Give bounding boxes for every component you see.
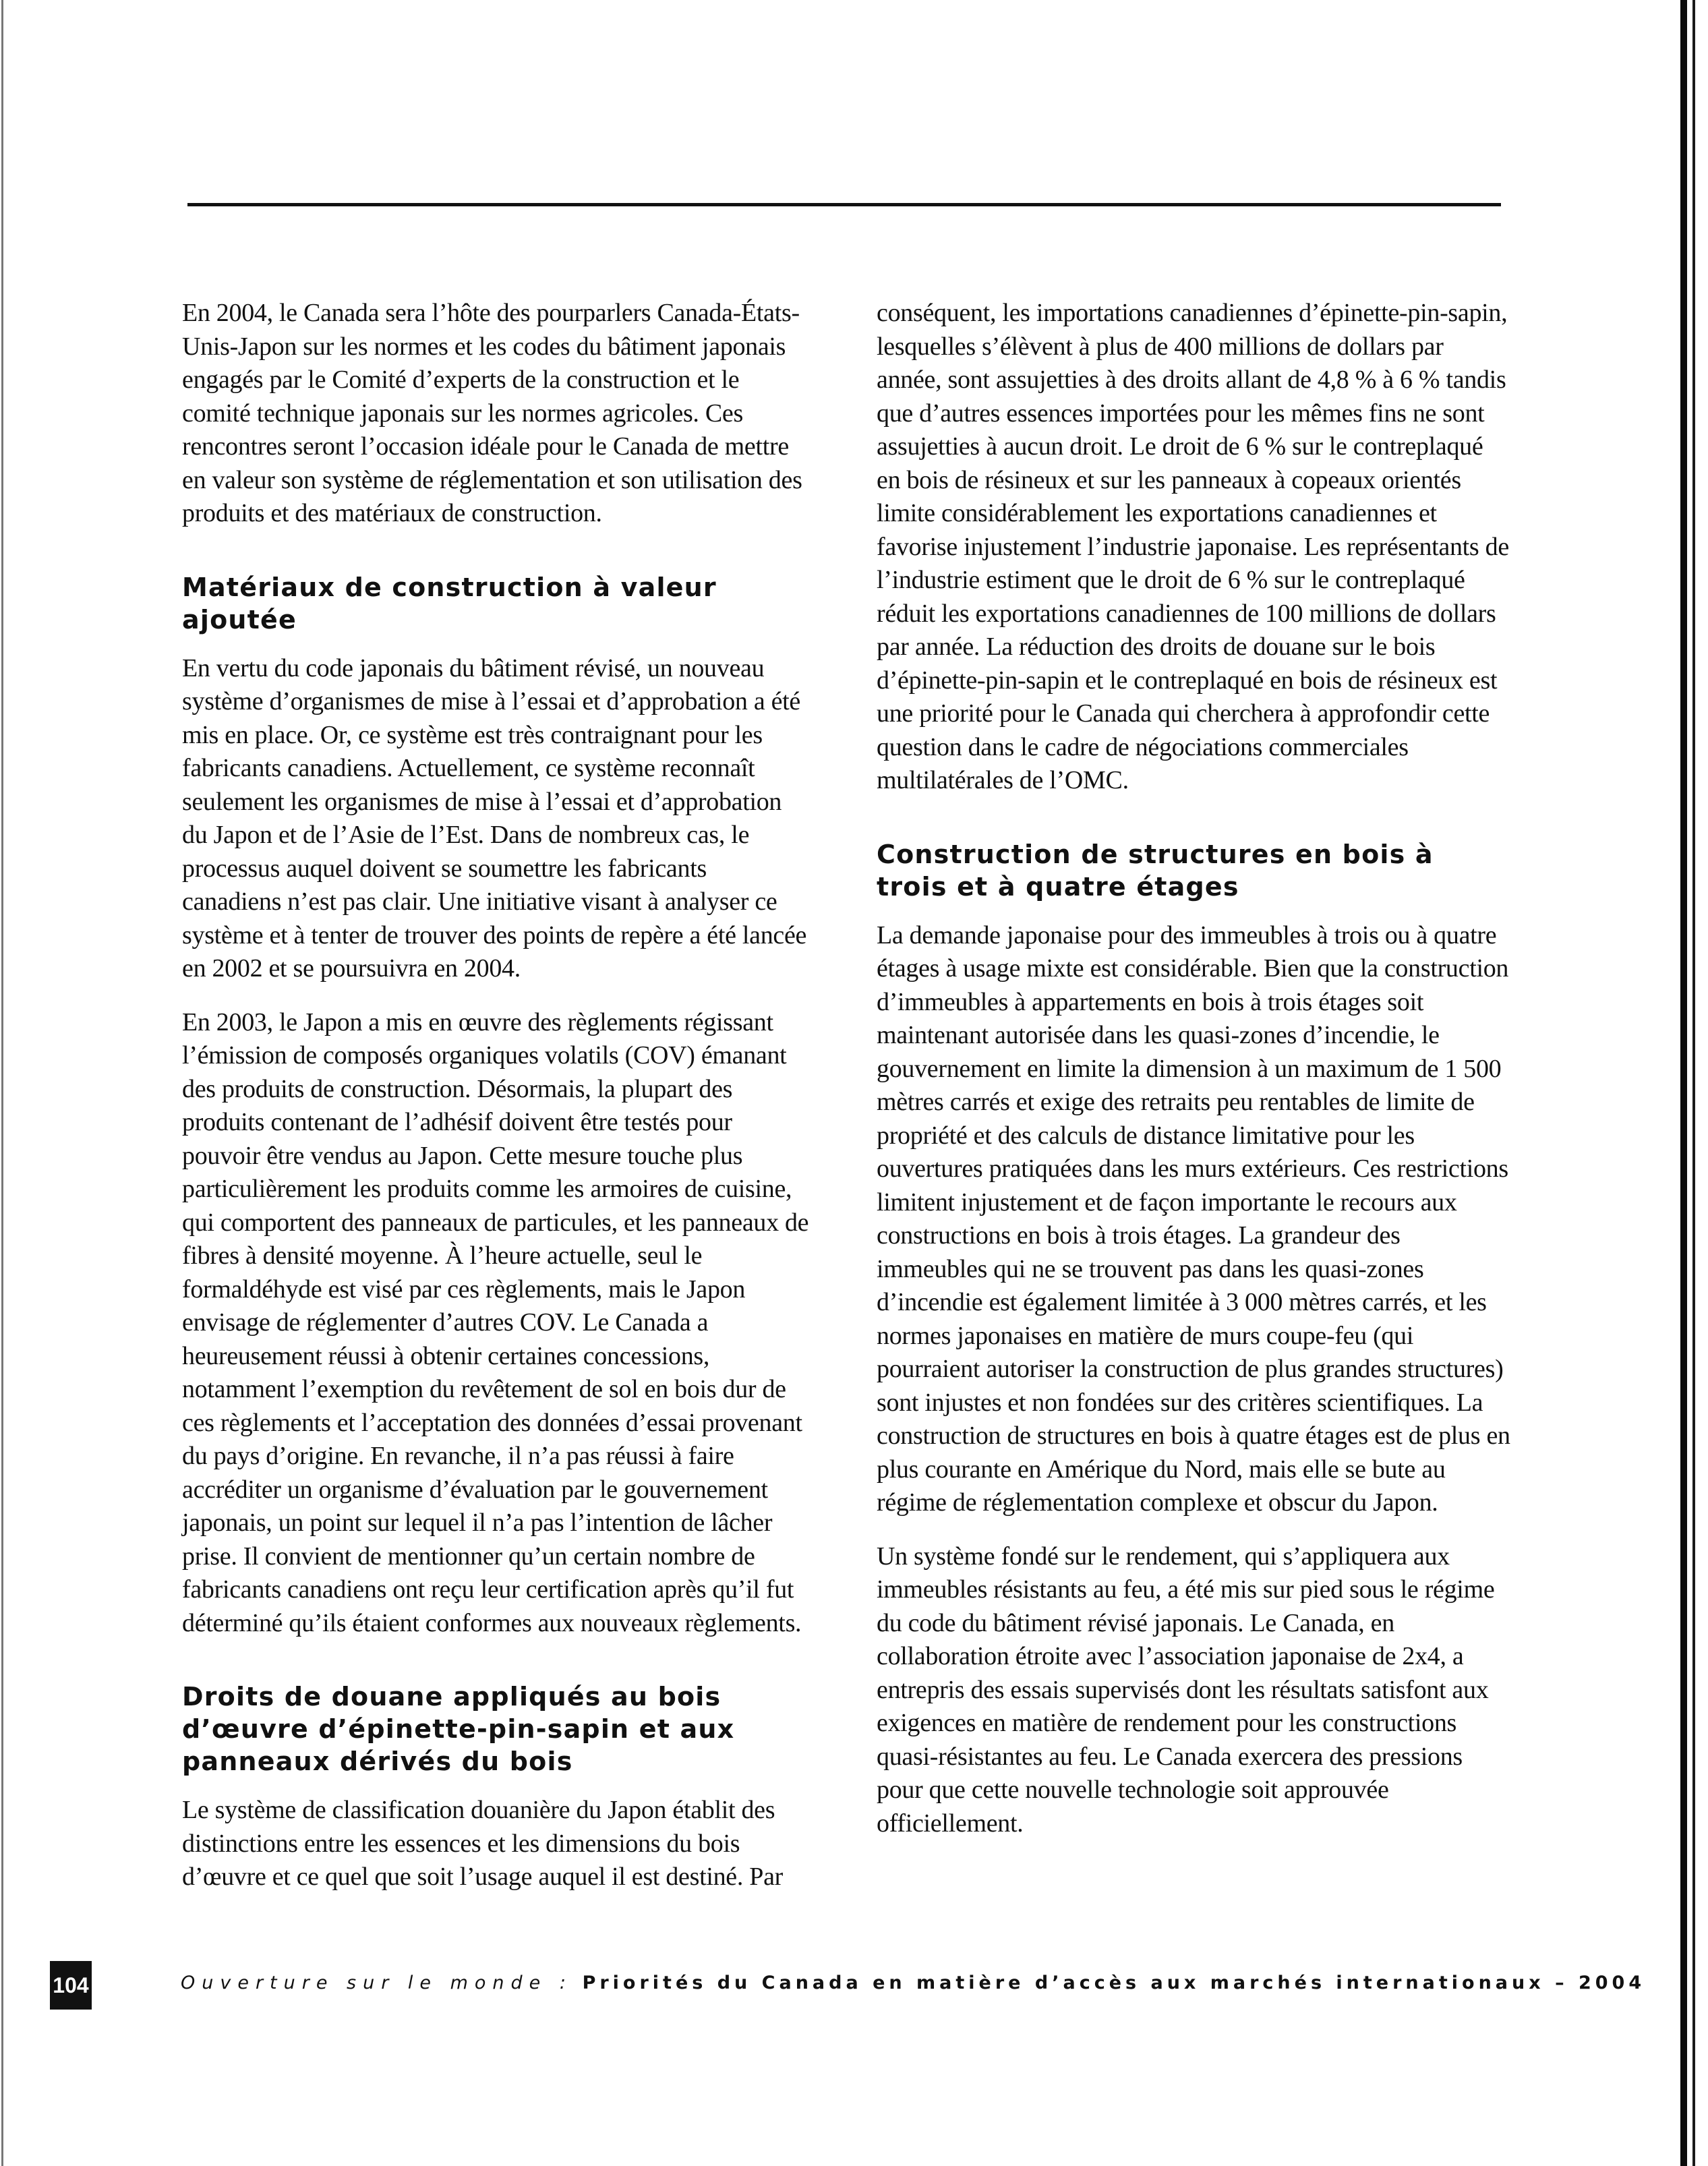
paragraph: En vertu du code japonais du bâtiment révisé, un nouveau système d’organismes de mise à l’essai et d’approbation a été mis en place. Or, ce système est très contraignant pour les fabricants canadiens. Actuellement, ce système reconnaît seulement les organismes de mise à l’essai et d’approbation du Japon et de l’Asie de l’Est. Dans de nombreux cas, le processus auquel doivent se soumettre les fabricants canadiens n’est pas clair. Une initiative visant à analyser ce système et à tenter de trouver des points de repère a été lancée en 2002 et se poursuivra en 2004. <box>182 653 807 983</box>
page-number: 104 <box>50 1961 92 2010</box>
footer-subtitle: Priorités du Canada en matière d’accès aux marchés internationaux – 2004 <box>582 1972 1646 1993</box>
paragraph: conséquent, les importations canadiennes d’épinette-pin-sapin, lesquelles s’élèvent à plus de 400 millions de dollars par année, sont assujetties à des droits allant de 4,8 % à 6 % tandis que d’autres essences importées pour les mêmes fins ne sont assujetties à aucun droit. Le droit de 6 % sur le contreplaqué en bois de résineux et sur les panneaux à copeaux orientés limite considérablement les exportations canadiennes et favorise injustement l’industrie japonaise. Les représentants de l’industrie estiment que le droit de 6 % sur le contreplaqué réduit les exportations canadiennes de 100 millions de dollars par année. La réduction des droits de douane sur le bois d’épinette-pin-sapin et le contreplaqué en bois de résineux est une priorité pour le Canada qui cherchera à approfondir cette question dans le cadre de négociations commerciales multilatérales de l’OMC. <box>877 299 1509 794</box>
paragraph: En 2003, le Japon a mis en œuvre des règlements régissant l’émission de composés organiques volatils (COV) émanant des produits de construction. Désormais, la plupart des produits contenant de l’adhésif doivent être testés pour pouvoir être vendus au Japon. Cette mesure touche plus particulièrement les produits comme les armoires de cuisine, qui comportent des panneaux de particules, et les panneaux de fibres à densité moyenne. À l’heure actuelle, seul le formaldéhyde est visé par ces règlements, mais le Japon envisage de réglementer d’autres COV. Le Canada a heureusement réussi à obtenir certaines concessions, notamment l’exemption du revêtement de sol en bois dur de ces règlements et l’acceptation des données d’essai provenant du pays d’origine. En revanche, il n’a pas réussi à faire accréditer un organisme d’évaluation par le gouvernement japonais, un point sur lequel il n’a pas l’intention de lâcher prise. Il convient de mentionner qu’un certain nombre de fabricants canadiens ont reçu leur certification après qu’il fut déterminé qu’ils étaient conformes aux nouveaux règlements. <box>182 1007 809 1637</box>
paragraph: Un système fondé sur le rendement, qui s’appliquera aux immeubles résistants au feu, a été mis sur pied sous le régime du code du bâtiment révisé japonais. Le Canada, en collaboration étroite avec l’association japonaise de 2x4, a entrepris des essais supervisés dont les résultats satisfont aux exigences en matière de rendement pour les constructions quasi-résistantes au feu. Le Canada exercera des pressions pour que cette nouvelle technologie soit approuvée officiellement. <box>877 1542 1495 1838</box>
right-column <box>877 297 1510 1861</box>
left-column <box>182 297 809 1914</box>
running-footer <box>181 1972 1645 1993</box>
paragraph: La demande japonaise pour des immeubles à trois ou à quatre étages à usage mixte est considérable. Bien que la construction d’immeubles à appartements en bois à trois étages soit maintenant autorisée dans les quasi-zones d’incendie, le gouvernement en limite la dimension à un maximum de 1 500 mètres carrés et exige des retraits peu rentables de limite de propriété et des calculs de distance limitative pour les ouvertures pratiquées dans les murs extérieurs. Ces restrictions limitent injustement et de façon importante le recours aux constructions en bois à trois étages. La grandeur des immeubles qui ne se trouvent pas dans les quasi-zones d’incendie est également limitée à 3 000 mètres carrés, et les normes japonaises en matière de murs coupe-feu (qui pourraient autoriser la construction de plus grandes structures) sont injustes et non fondées sur des critères scientifiques. La construction de structures en bois à quatre étages est de plus en plus courante en Amérique du Nord, mais elle se bute au régime de réglementation complexe et obscur du Japon. <box>877 920 1510 1517</box>
scan-edge-left <box>1 0 3 2166</box>
scan-edge-right-inner <box>1692 0 1695 2166</box>
section-heading: Droits de douane appliqués au bois d’œuvre d’épinette-pin-sapin et aux panneaux dérivés du bois <box>182 1682 735 1776</box>
footer-series: Ouverture sur le monde : <box>181 1972 572 1993</box>
paragraph: Le système de classification douanière du Japon établit des distinctions entre les essences et les dimensions du bois d’œuvre et ce quel que soit l’usage auquel il est destiné. Par <box>182 1796 784 1891</box>
section-heading: Construction de structures en bois à trois et à quatre étages <box>877 839 1434 902</box>
header-rule <box>187 203 1501 206</box>
section-heading: Matériaux de construction à valeur ajoutée <box>182 572 717 635</box>
paragraph: En 2004, le Canada sera l’hôte des pourparlers Canada-États-Unis-Japon sur les normes et les codes du bâtiment japonais engagés par le Comité d’experts de la construction et le comité technique japonais sur les normes agricoles. Ces rencontres seront l’occasion idéale pour le Canada de mettre en valeur son système de réglementation et son utilisation des produits et des matériaux de construction. <box>182 299 802 527</box>
scan-edge-right <box>1680 0 1687 2166</box>
